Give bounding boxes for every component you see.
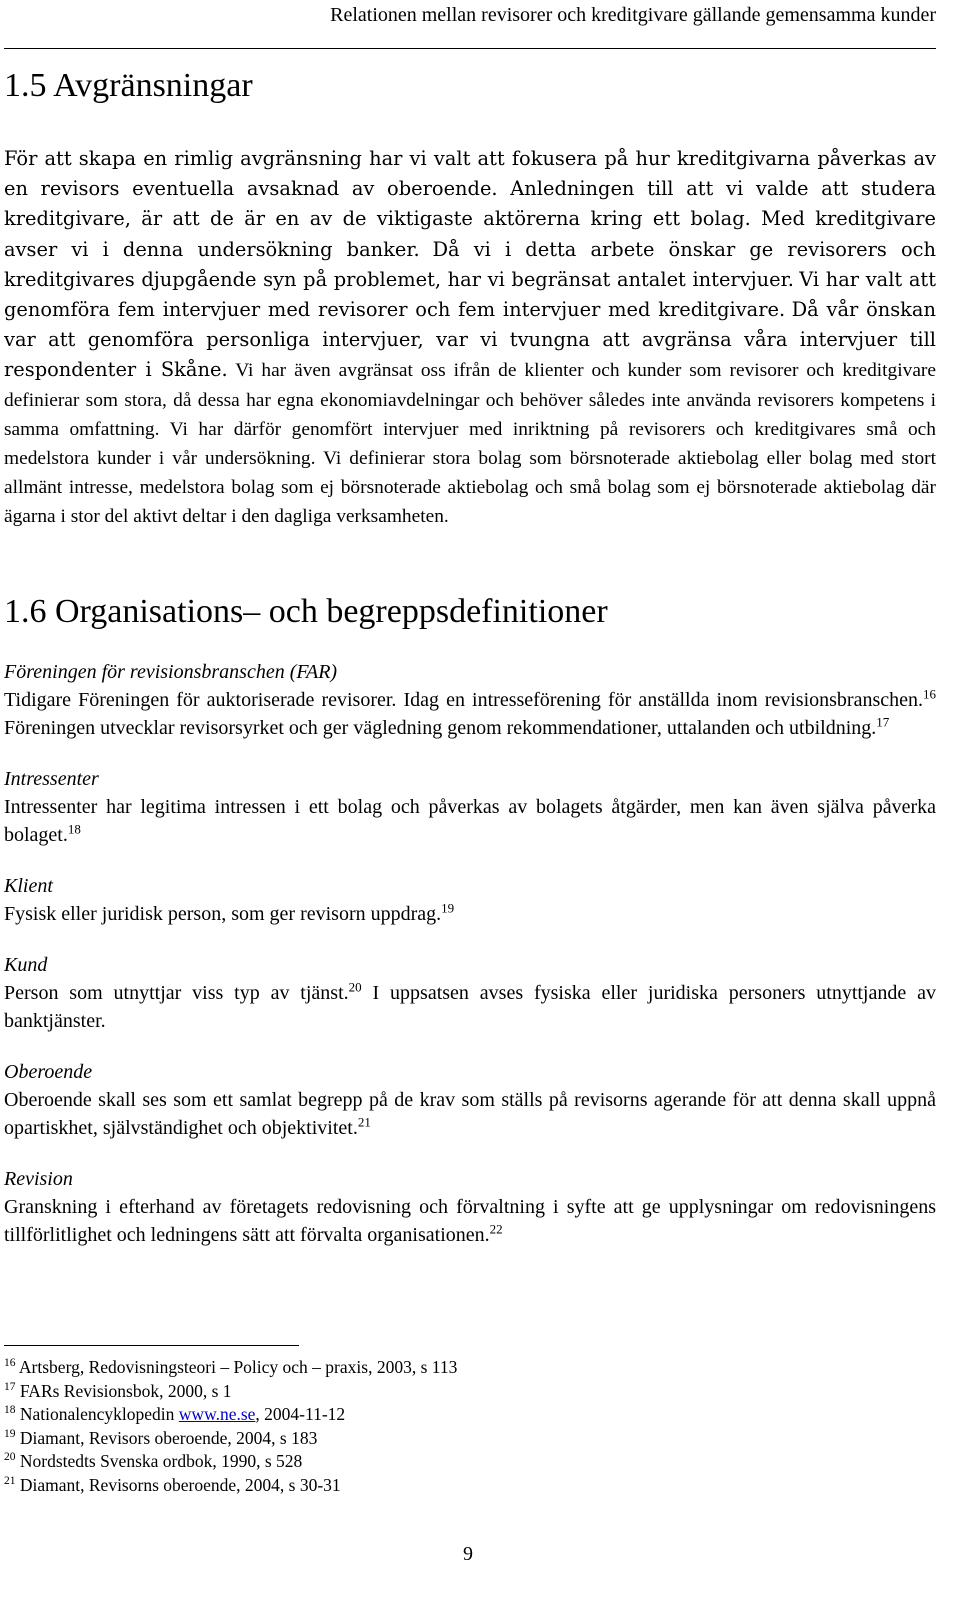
footnote-ref: 19 [441,899,455,915]
definition-term: Oberoende [4,1060,93,1083]
footnote-number: 16 [4,1357,16,1370]
definition-intressenter [4,765,936,849]
footnote [4,1380,924,1404]
definition-text [4,900,936,928]
footnote-ref: 18 [67,820,81,836]
footnote-number: 20 [4,1451,16,1464]
footnote-ref: 16 [923,685,936,701]
definition-text-part: Person som utnyttjar viss typ av tjänst. [4,981,349,1004]
footnote-text: Diamant, Revisors oberoende, 2004, s 183 [19,1427,318,1448]
footnote-number: 17 [4,1380,16,1393]
definition-text-part: Fysisk eller juridisk person, som ger revisorn uppdrag. [4,902,442,925]
definition-text-part: Tidigare Föreningen för auktoriserade revisorer. Idag en intresseförening för anställda inom revisionsbranschen. [4,688,923,711]
section-heading-avgransningar: 1.5 Avgränsningar [4,67,253,104]
page-content [4,66,936,1272]
footnote-text: , 2004-11-12 [255,1404,346,1425]
footnote-ref: 20 [348,978,362,994]
footnote [4,1450,924,1474]
footnote [4,1356,924,1380]
para-segment-d: Då vår önskan var att genomföra personliga intervjuer, var vi tvungna att avgränsa våra intervjuer till respondenter i Skåne. [4,298,936,382]
footnote-ref: 17 [876,713,890,729]
header-rule [4,48,936,49]
definition-kund [4,951,936,1035]
footnote-number: 18 [4,1404,16,1417]
definition-text [4,1086,936,1142]
definition-text [4,686,936,742]
definition-text-part: Föreningen utvecklar revisorsyrket och ger vägledning genom rekommendationer, uttalanden och utbildning. [4,716,877,739]
footnote-ref: 21 [357,1113,371,1129]
para-segment-c: Vi har valt att genomföra fem intervjuer med revisorer och fem intervjuer med kreditgivare. [4,267,936,322]
definition-term: Föreningen för revisionsbranschen (FAR) [4,660,338,683]
footnote [4,1474,924,1498]
footnote [4,1427,924,1451]
footnote-number: 21 [4,1475,16,1488]
running-header: Relationen mellan revisorer och kreditgivare gällande gemensamma kunder [330,4,936,26]
footnote-text: Nordstedts Svenska ordbok, 1990, s 528 [19,1451,303,1472]
footnote [4,1403,924,1427]
definition-term: Intressenter [4,767,99,790]
paragraph-avgransningar [4,144,936,532]
para-segment-b: Då vi i detta arbete önskar ge revisorers och kreditgivares djupgående syn på problemet, har vi begränsat antalet intervjuer. [4,237,936,291]
definition-far [4,658,936,742]
definition-text-part: Intressenter har legitima intressen i ett bolag och påverkas av bolagets åtgärder, men kan även själva påverka bolaget. [4,795,936,846]
definition-term: Revision [4,1167,73,1190]
definition-text [4,793,936,849]
page-number: 9 [463,1543,473,1565]
definition-text-part: Granskning i efterhand av företagets redovisning och förvaltning i syfte att ge upplysningar om redovisningens tillförlitlighet och ledningens sätt att förvalta organisationen. [4,1195,936,1246]
definition-text [4,979,936,1035]
footnotes [4,1356,924,1498]
footnote-text: Artsberg, Redovisningsteori – Policy och – praxis, 2003, s 113 [18,1357,458,1377]
footnote-text: Diamant, Revisorns oberoende, 2004, s 30-31 [19,1474,341,1495]
para-segment-a: För att skapa en rimlig avgränsning har vi valt att fokusera på hur kreditgivarna påverkas av en revisors eventuella avsaknad av oberoende. Anledningen till att vi valde att studera kreditgivare, är att de är en av de viktigaste aktörerna kring ett bolag. Med kreditgivare avser vi i denna undersökning banker. [4,147,936,261]
definition-klient [4,872,936,928]
definition-oberoende [4,1058,936,1142]
definition-term: Kund [4,953,48,976]
footnote-ref: 22 [489,1220,503,1236]
footnote-separator [4,1345,299,1346]
section-heading-definitioner: 1.6 Organisations– och begreppsdefinitioner [4,592,608,630]
definition-text [4,1193,936,1249]
definition-text-part: I uppsatsen avses fysiska eller juridiska personers utnyttjande av banktjänster. [4,981,936,1032]
footnote-link[interactable]: www.ne.se [178,1404,256,1425]
definition-text-part: Oberoende skall ses som ett samlat begrepp på de krav som ställs på revisorns agerande för att denna skall uppnå opartiskhet, självständighet och objektivitet. [4,1088,936,1139]
footnote-text: Nationalencyklopedin [19,1404,179,1425]
para-segment-e: Vi har även avgränsat oss ifrån de klienter och kunder som revisorer och kreditgivare definierar som stora, då dessa har egna ekonomiavdelningar och behöver således inte använda revisorers kompetens i samma omfattning. Vi har därför genomfört intervjuer med inriktning på revisorers och kreditgivares små och medelstora kunder i vår undersökning. Vi definierar stora bolag som börsnoterade aktiebolag eller bolag med stort allmänt intresse, medelstora bolag som ej börsnoterade aktiebolag och små bolag som ej börsnoterade aktiebolag där ägarna i stor del aktivt deltar i den dagliga verksamheten. [4,360,936,528]
definition-term: Klient [4,874,53,897]
footnote-text: FARs Revisionsbok, 2000, s 1 [19,1380,232,1401]
footnote-number: 19 [4,1427,16,1440]
definition-revision [4,1165,936,1249]
